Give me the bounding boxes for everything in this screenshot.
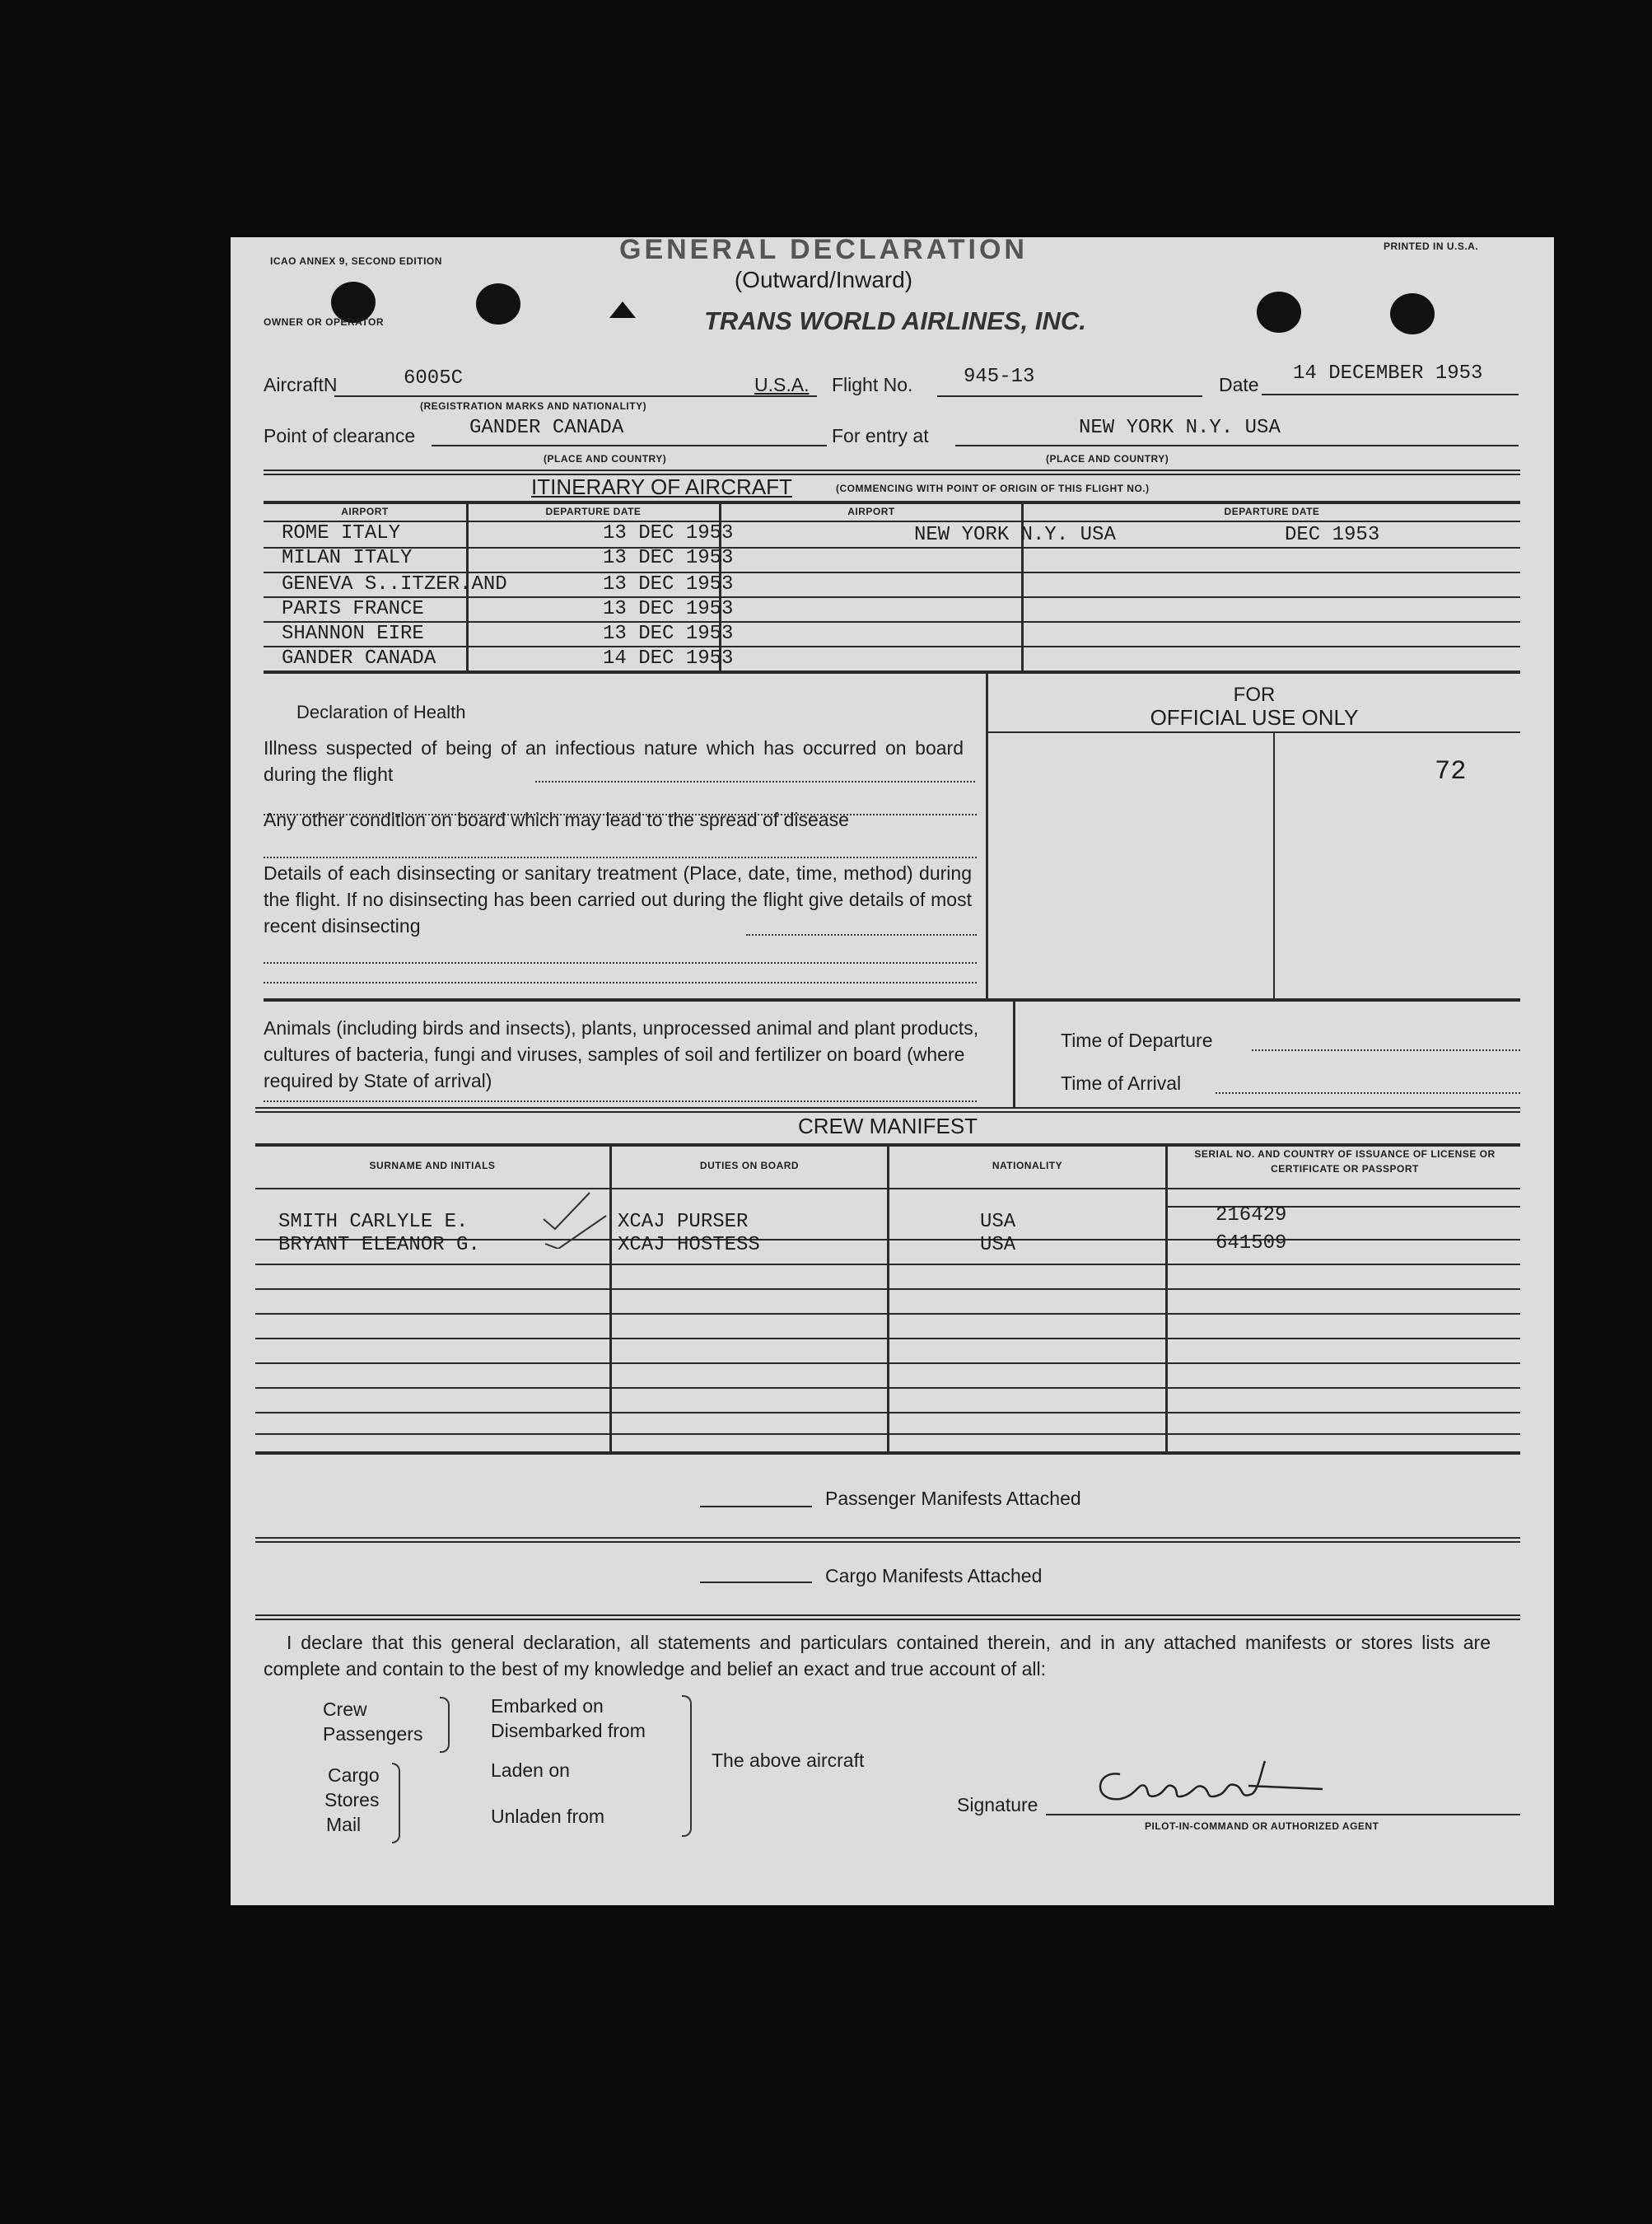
health-title: Declaration of Health xyxy=(296,702,466,722)
crew-header-serial: SERIAL NO. AND COUNTRY OF ISSUANCE OF LICENSE OR CERTIFICATE OR PASSPORT xyxy=(1194,1148,1496,1175)
decl-unladen: Unladen from xyxy=(491,1806,605,1827)
crew-nationality: USA xyxy=(980,1234,1016,1256)
itinerary-airport: ROME ITALY xyxy=(282,522,401,544)
declaration-text: I declare that this general declaration, all statements and particulars contained therein, and in any attached manifests or stores lists are complete and contain to the best of my knowledge and belief an exact and true account of all: xyxy=(264,1632,1491,1680)
itinerary-date: 13 DEC 1953 xyxy=(603,522,734,544)
crew-name: SMITH CARLYLE E. xyxy=(278,1211,469,1233)
crew-header-nationality: NATIONALITY xyxy=(992,1160,1063,1171)
crew-name: BRYANT ELEANOR G. xyxy=(278,1234,480,1256)
crew-duty: XCAJ PURSER xyxy=(618,1211,749,1233)
entry-value: NEW YORK N.Y. USA xyxy=(1079,417,1281,439)
decl-mail: Mail xyxy=(326,1814,362,1835)
itinerary-header-date: DEPARTURE DATE xyxy=(545,506,642,517)
time-of-departure-label: Time of Departure xyxy=(1061,1030,1213,1051)
decl-above-aircraft: The above aircraft xyxy=(712,1750,865,1771)
signature-caption: PILOT-IN-COMMAND OR AUTHORIZED AGENT xyxy=(1145,1820,1379,1832)
crew-nationality: USA xyxy=(980,1211,1016,1233)
signature-label: Signature xyxy=(957,1794,1038,1815)
crew-serial: 641509 xyxy=(1216,1232,1287,1255)
aircraft-label: AircraftN xyxy=(264,374,338,395)
itinerary-note: (COMMENCING WITH POINT OF ORIGIN OF THIS FLIGHT NO.) xyxy=(836,483,1150,494)
itinerary-header-date: DEPARTURE DATE xyxy=(1224,506,1320,517)
decl-stores: Stores xyxy=(324,1789,380,1811)
itinerary-header-airport: AIRPORT xyxy=(341,506,389,517)
bracket xyxy=(440,1697,450,1753)
official-for: FOR xyxy=(1233,684,1276,706)
itinerary-date: 13 DEC 1953 xyxy=(603,547,734,569)
entry-caption: (PLACE AND COUNTRY) xyxy=(1046,453,1169,465)
official-title: OFFICIAL USE ONLY xyxy=(1150,705,1359,730)
form-subtitle: (Outward/Inward) xyxy=(734,267,913,292)
date-label: Date xyxy=(1219,374,1259,395)
aircraft-caption: (REGISTRATION MARKS AND NATIONALITY) xyxy=(420,400,647,412)
owner-value: TRANS WORLD AIRLINES, INC. xyxy=(704,306,1086,335)
itinerary-date: DEC 1953 xyxy=(1285,524,1380,546)
decl-embarked: Embarked on xyxy=(491,1695,604,1717)
general-declaration-form xyxy=(231,234,1554,1905)
nationality: U.S.A. xyxy=(754,374,810,395)
itinerary-date: 14 DEC 1953 xyxy=(603,647,734,670)
crew-serial: 216429 xyxy=(1216,1204,1287,1226)
itinerary-title: ITINERARY OF AIRCRAFT xyxy=(531,474,792,499)
animals-text: Animals (including birds and insects), plants, unprocessed animal and plant products, cultures of bacteria, fungi and viruses, samples of soil and fertilizer on board (where required by State of arrival) xyxy=(264,1017,979,1091)
itinerary-airport: PARIS FRANCE xyxy=(282,598,424,620)
crew-header-duty: DUTIES ON BOARD xyxy=(699,1160,800,1171)
owner-label: OWNER OR OPERATOR xyxy=(264,316,385,328)
health-q1: Illness suspected of being of an infectious nature which has occurred on board during the flight xyxy=(264,737,964,785)
printed-label: PRINTED IN U.S.A. xyxy=(1384,241,1479,252)
punch-hole xyxy=(1390,293,1435,334)
flight-label: Flight No. xyxy=(832,374,913,395)
itinerary-header-airport: AIRPORT xyxy=(847,506,895,517)
health-q3: Details of each disinsecting or sanitary treatment (Place, date, time, method) during the flight. If no disinsecting has been carried out during the flight give details of most recent disinsecting xyxy=(264,862,972,937)
punch-hole xyxy=(476,283,520,325)
itinerary-date: 13 DEC 1953 xyxy=(603,598,734,620)
official-number: 72 xyxy=(1435,756,1467,787)
edition-label: ICAO ANNEX 9, SECOND EDITION xyxy=(270,255,442,267)
crew-title: CREW MANIFEST xyxy=(797,1114,978,1138)
itinerary-airport: GENEVA S..ITZER.AND xyxy=(282,573,507,596)
check-marks xyxy=(540,1191,639,1249)
itinerary-date: 13 DEC 1953 xyxy=(603,623,734,645)
bracket xyxy=(682,1695,692,1837)
form-title: GENERAL DECLARATION xyxy=(619,234,1028,265)
bracket xyxy=(392,1763,400,1843)
health-q2: Any other condition on board which may lead to the spread of disease xyxy=(264,809,849,830)
itinerary-airport: SHANNON EIRE xyxy=(282,623,424,645)
itinerary-date: 13 DEC 1953 xyxy=(603,573,734,596)
itinerary-airport: GANDER CANADA xyxy=(282,647,436,670)
aircraft-value: 6005C xyxy=(404,367,464,390)
clearance-value: GANDER CANADA xyxy=(469,417,624,439)
clearance-label: Point of clearance xyxy=(264,425,416,446)
itinerary-airport: NEW YORK N.Y. USA xyxy=(914,524,1116,546)
decl-disembarked: Disembarked from xyxy=(491,1720,646,1741)
itinerary-airport: MILAN ITALY xyxy=(282,547,413,569)
crew-duty: XCAJ HOSTESS xyxy=(618,1234,760,1256)
clearance-caption: (PLACE AND COUNTRY) xyxy=(544,453,667,465)
punch-mark xyxy=(609,301,636,318)
decl-crew: Crew xyxy=(323,1698,367,1720)
entry-label: For entry at xyxy=(832,425,929,446)
decl-laden: Laden on xyxy=(491,1759,570,1781)
cargo-manifests-label: Cargo Manifests Attached xyxy=(825,1565,1043,1586)
flight-value: 945-13 xyxy=(964,366,1035,388)
passenger-manifests-label: Passenger Manifests Attached xyxy=(825,1488,1081,1509)
decl-cargo: Cargo xyxy=(328,1764,380,1786)
date-value: 14 DECEMBER 1953 xyxy=(1293,362,1483,385)
time-of-arrival-label: Time of Arrival xyxy=(1061,1072,1182,1094)
signature xyxy=(1087,1745,1334,1814)
punch-hole xyxy=(1257,292,1301,333)
decl-passengers: Passengers xyxy=(323,1723,423,1745)
crew-header-name: SURNAME AND INITIALS xyxy=(369,1160,496,1171)
